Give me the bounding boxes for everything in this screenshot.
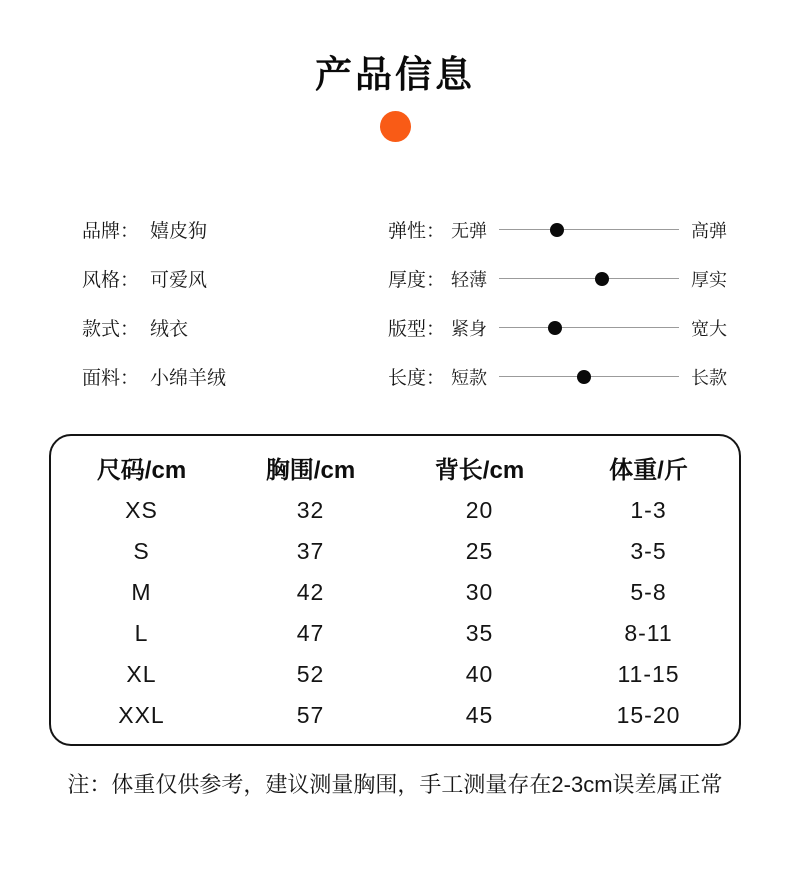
size-table-cell: XXL	[118, 702, 165, 728]
attribute-value: 嬉皮狗	[150, 221, 208, 242]
size-table-cell: XS	[125, 497, 158, 523]
slider-row	[388, 254, 735, 303]
slider-min-label: 短款	[451, 367, 488, 388]
attribute-row	[82, 352, 388, 401]
size-table-cell: 45	[465, 702, 494, 728]
attribute-label: 款式：	[82, 319, 140, 340]
attribute-label: 风格：	[82, 270, 140, 291]
slider-row	[388, 205, 735, 254]
slider-knob	[548, 321, 562, 335]
size-table-cell: 8-11	[624, 620, 673, 646]
size-table-cell: 3-5	[630, 538, 667, 564]
attribute-value: 可爱风	[150, 270, 208, 291]
size-table-cell: 32	[296, 497, 325, 523]
size-table-row	[57, 613, 733, 654]
attribute-list	[82, 205, 388, 401]
size-table-cell: 42	[296, 579, 325, 605]
slider-label: 长度：	[388, 368, 446, 389]
size-table-header-row	[57, 444, 733, 490]
attribute-value: 小绵羊绒	[150, 368, 227, 389]
size-table-cell: M	[131, 579, 152, 605]
size-table-cell: S	[133, 538, 150, 564]
size-column-header: 尺码/cm	[96, 456, 187, 484]
size-table-body	[57, 490, 733, 736]
slider-max-label: 宽大	[691, 318, 728, 339]
size-table-cell: 5-8	[630, 579, 667, 605]
size-table-box	[49, 434, 741, 746]
size-column-header: 胸围/cm	[265, 456, 356, 484]
measurement-note: 注：体重仅供参考，建议测量胸围，手工测量存在2-3cm误差属正常	[67, 772, 723, 797]
product-info-section	[0, 205, 790, 401]
slider-min-label: 轻薄	[451, 269, 488, 290]
slider-min-label: 紧身	[451, 318, 488, 339]
size-table-cell: L	[134, 620, 149, 646]
slider-track	[499, 376, 679, 377]
size-table-row	[57, 572, 733, 613]
size-table-cell: 35	[465, 620, 494, 646]
slider-row	[388, 303, 735, 352]
slider-label: 厚度：	[388, 270, 446, 291]
attribute-row	[82, 254, 388, 303]
size-table-cell: XL	[126, 661, 157, 687]
size-table-row	[57, 531, 733, 572]
size-table-cell: 25	[465, 538, 494, 564]
size-column-header: 体重/斤	[609, 456, 688, 484]
attribute-label: 面料：	[82, 368, 140, 389]
size-table	[57, 444, 733, 736]
slider-label: 版型：	[388, 319, 446, 340]
size-table-row	[57, 695, 733, 736]
slider-row	[388, 352, 735, 401]
slider-min-label: 无弹	[451, 220, 488, 241]
slider-max-label: 高弹	[691, 220, 728, 241]
accent-dot	[380, 111, 411, 142]
slider-label: 弹性：	[388, 221, 446, 242]
slider-list	[388, 205, 735, 401]
size-table-cell: 20	[465, 497, 494, 523]
slider-track	[499, 278, 679, 279]
slider-knob	[595, 272, 609, 286]
size-column-header: 背长/cm	[434, 456, 525, 484]
slider-track	[499, 229, 679, 230]
page-title: 产品信息	[315, 54, 475, 95]
size-table-cell: 37	[296, 538, 325, 564]
slider-max-label: 厚实	[691, 269, 728, 290]
attribute-label: 品牌：	[82, 221, 140, 242]
attribute-row	[82, 303, 388, 352]
slider-knob	[577, 370, 591, 384]
slider-track	[499, 327, 679, 328]
size-table-row	[57, 490, 733, 531]
size-table-cell: 57	[296, 702, 325, 728]
size-table-row	[57, 654, 733, 695]
size-table-cell: 52	[296, 661, 325, 687]
size-table-cell: 47	[296, 620, 325, 646]
size-table-cell: 15-20	[616, 702, 681, 728]
size-table-cell: 1-3	[630, 497, 667, 523]
size-table-cell: 40	[465, 661, 494, 687]
size-table-cell: 11-15	[617, 661, 680, 687]
slider-knob	[550, 223, 564, 237]
attribute-row	[82, 205, 388, 254]
attribute-value: 绒衣	[150, 319, 189, 340]
size-table-cell: 30	[465, 579, 494, 605]
slider-max-label: 长款	[691, 367, 728, 388]
